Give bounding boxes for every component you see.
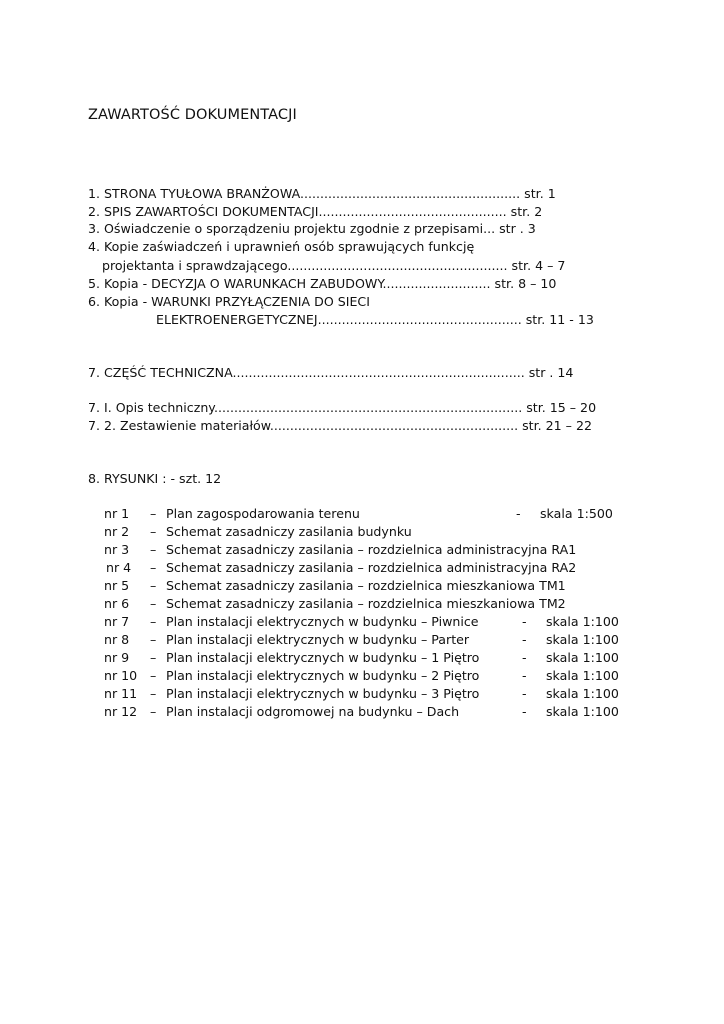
drawing-dash: –: [150, 596, 157, 611]
toc-line: 1. STRONA TYUŁOWA BRANŻOWA....................................................... str. 1: [88, 186, 556, 201]
drawing-dash: –: [150, 650, 157, 665]
drawing-dash: –: [150, 704, 157, 719]
drawing-scale: skala 1:100: [546, 686, 619, 701]
drawing-scale: skala 1:100: [546, 668, 619, 683]
drawing-dash: –: [150, 614, 157, 629]
drawing-scale: skala 1:100: [546, 614, 619, 629]
drawing-description: Plan instalacji elektrycznych w budynku – Piwnice: [166, 614, 479, 629]
drawing-dash: –: [150, 686, 157, 701]
drawing-number: nr 7: [104, 614, 130, 629]
drawing-description: Schemat zasadniczy zasilania – rozdzielnica administracyjna RA1: [166, 542, 577, 557]
drawing-number: nr 9: [104, 650, 130, 665]
document-title: ZAWARTOŚĆ DOKUMENTACJI: [88, 107, 297, 123]
scale-dash: -: [522, 686, 527, 701]
drawing-dash: –: [150, 578, 157, 593]
drawing-number: nr 11: [104, 686, 138, 701]
drawing-dash: –: [150, 542, 157, 557]
drawing-number: nr 2: [104, 524, 130, 539]
drawing-number: nr 8: [104, 632, 130, 647]
drawing-number: nr 1: [104, 506, 130, 521]
drawing-number: nr 5: [104, 578, 130, 593]
toc-line: 7. 2. Zestawienie materiałów.............................................................. str. 21 – 22: [88, 418, 592, 433]
scale-dash: -: [522, 704, 527, 719]
scale-dash: -: [522, 632, 527, 647]
drawing-scale: skala 1:100: [546, 704, 619, 719]
drawing-description: Plan instalacji elektrycznych w budynku – 3 Piętro: [166, 686, 480, 701]
drawing-scale: skala 1:100: [546, 650, 619, 665]
toc-line: 3. Oświadczenie o sporządzeniu projektu zgodnie z przepisami... str . 3: [88, 221, 536, 236]
drawing-description: Schemat zasadniczy zasilania – rozdzielnica administracyjna RA2: [166, 560, 577, 575]
drawing-dash: –: [150, 632, 157, 647]
drawing-description: Plan instalacji odgromowej na budynku – Dach: [166, 704, 460, 719]
drawing-number: nr 3: [104, 542, 130, 557]
toc-line: 5. Kopia - DECYZJA O WARUNKACH ZABUDOWY........................... str. 8 – 10: [88, 276, 557, 291]
drawing-dash: –: [150, 668, 157, 683]
toc-line: projektanta i sprawdzającego....................................................... str. 4 – 7: [102, 258, 566, 273]
drawing-number: nr 4: [106, 560, 132, 575]
toc-line: 7. CZĘŚĆ TECHNICZNA......................................................................... str . 14: [88, 365, 574, 380]
drawing-description: Schemat zasadniczy zasilania budynku: [166, 524, 412, 539]
drawing-scale: skala 1:500: [540, 506, 613, 521]
drawing-scale: skala 1:100: [546, 632, 619, 647]
drawing-dash: –: [150, 524, 157, 539]
toc-line: 6. Kopia - WARUNKI PRZYŁĄCZENIA DO SIECI: [88, 294, 370, 309]
drawing-description: Schemat zasadniczy zasilania – rozdzielnica mieszkaniowa TM2: [166, 596, 566, 611]
drawing-description: Plan instalacji elektrycznych w budynku – Parter: [166, 632, 470, 647]
scale-dash: -: [522, 614, 527, 629]
drawing-description: Plan instalacji elektrycznych w budynku – 1 Piętro: [166, 650, 480, 665]
drawing-number: nr 6: [104, 596, 130, 611]
drawing-number: nr 12: [104, 704, 138, 719]
toc-line: 7. I. Opis techniczny............................................................................. str. 15 – 20: [88, 400, 597, 415]
scale-dash: -: [516, 506, 521, 521]
drawing-dash: –: [150, 506, 157, 521]
drawing-description: Schemat zasadniczy zasilania – rozdzielnica mieszkaniowa TM1: [166, 578, 566, 593]
drawing-description: Plan instalacji elektrycznych w budynku – 2 Piętro: [166, 668, 480, 683]
drawing-number: nr 10: [104, 668, 138, 683]
toc-line: 4. Kopie zaświadczeń i uprawnień osób sprawujących funkcję: [88, 239, 475, 254]
toc-line: ELEKTROENERGETYCZNEJ................................................... str. 11 - 13: [156, 312, 594, 327]
drawing-dash: –: [150, 560, 157, 575]
toc-line: 2. SPIS ZAWARTOŚCI DOKUMENTACJI............................................... str. 2: [88, 204, 543, 219]
scale-dash: -: [522, 650, 527, 665]
scale-dash: -: [522, 668, 527, 683]
drawings-header: 8. RYSUNKI : - szt. 12: [88, 471, 222, 486]
drawing-description: Plan zagospodarowania terenu: [166, 506, 360, 521]
